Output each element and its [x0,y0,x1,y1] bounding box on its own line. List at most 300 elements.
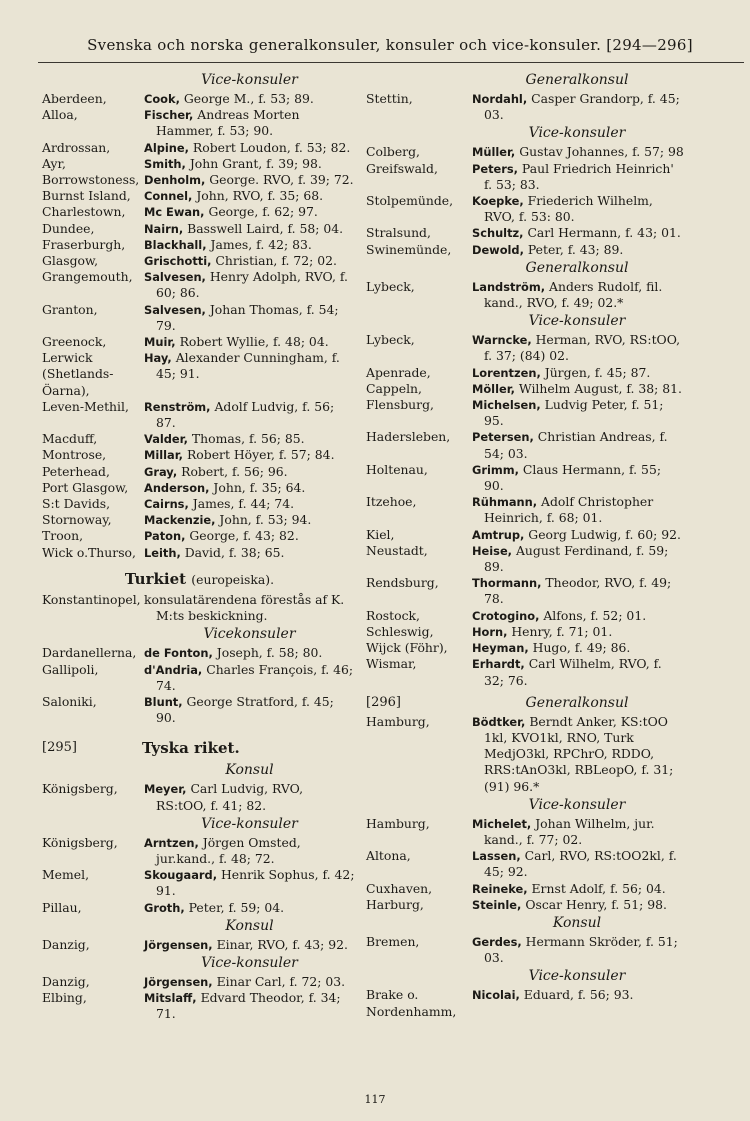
entry-place: Dundee, [42,220,95,236]
entry-text [144,204,357,220]
country-name: Turkiet [124,569,187,588]
entry-text [472,575,684,607]
note-text: konsulatärendena förestås af K. M:ts beskickning. [144,591,345,624]
entry-place: Wick o.Thurso, [42,544,136,560]
entry-place: Bremen, [366,933,420,949]
page-header: Svenska och norska generalkonsuler, konsuler och vice-konsuler. [294—296] [87,36,693,54]
entry [366,897,684,913]
entry-text [472,462,684,494]
entry-name: Jörgensen, [144,974,213,989]
entry [42,662,357,694]
entry-name: Nordahl, [472,92,528,106]
entry-place: Gallipoli, [42,661,99,677]
entry-text [472,848,684,880]
entry-name: Thormann, [472,576,542,591]
entry-name: Crotogino, [472,608,540,623]
entry-details: Robert Wyllie, f. 48; 04. [179,334,329,350]
entry-name: de Fonton, [144,646,213,661]
entry [42,156,357,172]
entry [42,302,357,334]
entry-details: Berndt Anker, KS:tOO 1kl, KVO1kl, RNO, Turk MedjO3kl, RPChrO, RDDO, RRS:tAnO3kl, RBLeopO, f. 31; (91) 96.* [484,713,674,794]
entry-text [144,447,357,463]
entry-text [144,464,357,480]
entry-text [472,816,684,848]
entry-details: John, f. 35; 64. [213,479,306,495]
right-column [366,70,684,1020]
entry [42,334,357,350]
entry-text [144,172,357,188]
entry-details: Christian, f. 72; 02. [215,253,337,269]
entry-place: Hamburg, [366,815,430,831]
entry-details: Andreas Morten Hammer, f. 53; 90. [156,107,300,139]
entry [366,429,684,461]
section-title: Konsul [225,762,274,779]
entry-text [472,624,684,640]
entry-name: Blunt, [144,694,183,709]
entry-text [472,640,684,656]
entry-name: Michelsen, [472,398,541,413]
entry-text [144,350,357,382]
entry-text [144,694,357,726]
entry-place: Stornoway, [42,512,112,528]
entry-text [472,608,684,624]
entry-details: George, f. 62; 97. [208,204,318,220]
entry-place: Charlestown, [42,204,126,220]
entry-name: Grischotti, [144,254,212,269]
entry-name: Valder, [144,432,188,447]
entry-place: Grangemouth, [42,269,133,285]
entry-name: Cook, [144,92,180,106]
entry-place: Brake o. Nordenhamm, [366,987,457,1019]
entry [42,545,357,561]
entry-name: Mc Ewan, [144,205,205,220]
entry-text [472,714,684,795]
entry [42,645,357,661]
entry-place: Glasgow, [42,253,99,269]
entry-place: Schleswig, [366,623,434,639]
entry-name: Blackhall, [144,237,207,252]
entry-details: George Stratford, f. 45; 90. [156,693,334,726]
entry [366,816,684,848]
entry-name: Möller, [472,381,515,396]
entry [42,399,357,431]
entry-name: Skougaard, [144,868,218,883]
entry-details: John, RVO, f. 35; 68. [196,188,324,204]
entry-text [472,934,684,966]
entry [366,987,684,1019]
entry [42,867,357,899]
entry [366,225,684,241]
entry-place: Granton, [42,301,98,317]
entry-text [144,107,357,139]
entry-place: Borrowstoness, [42,172,140,188]
entry-text [472,381,684,397]
entry-text [144,91,357,107]
entry-name: Paton, [144,529,186,544]
entry-place: Ayr, [42,155,66,171]
entry-details: Paul Friedrich Heinrich' f. 53; 83. [484,160,674,192]
entry [42,974,357,990]
entry-name: Dewold, [472,242,524,257]
entry-details: Henry, f. 71; 01. [511,623,613,639]
entry-text [472,144,684,160]
entry-place: Rendsburg, [366,575,439,591]
entry-name: Nicolai, [472,988,520,1003]
section-ref-row [366,693,684,714]
entry-place: Apenrade, [366,364,431,380]
entry-place: S:t Davids, [42,496,111,512]
entry-place: Dardanellerna, [42,645,137,661]
entry-place: Greifswald, [366,160,438,176]
entry-text [144,188,357,204]
page-number: 117 [364,1093,386,1106]
entry-details: Robert, f. 56; 96. [181,463,288,479]
entry-place: Cuxhaven, [366,880,433,896]
entry-text [144,781,357,813]
entry-place: Königsberg, [42,834,118,850]
entry-name: Arntzen, [144,835,199,850]
entry-place: Lerwick (Shetlands-Öarna), [42,350,114,398]
section-title: Vice-konsuler [201,815,298,832]
entry-place: Fraserburgh, [42,236,126,252]
section-ref: [296] [366,695,401,711]
entry [366,381,684,397]
entry-details: Alexander Cunningham, f. 45; 91. [156,350,340,382]
entry-text [472,527,684,543]
entry-place: Aberdeen, [42,91,107,106]
entry-place: Montrose, [42,447,107,463]
entry-place: Wismar, [366,656,417,672]
entry-name: Mitslaff, [144,991,197,1006]
entry-details: Einar, RVO, f. 43; 92. [216,936,348,952]
entry-name: Horn, [472,624,508,639]
entry-text [144,237,357,253]
entry-name: Connel, [144,189,193,204]
entry-text [144,431,357,447]
section-title: Vice-konsuler [201,72,298,88]
country-subtitle: (europeiska). [191,571,275,587]
entry [366,624,684,640]
entry-details: John Grant, f. 39; 98. [189,155,322,171]
entry-details: Alfons, f. 52; 01. [543,607,647,623]
entry-text [144,662,357,694]
entry-name: Koepke, [472,194,524,209]
entry-details: Einar Carl, f. 72; 03. [216,973,346,989]
entry-text [472,225,684,241]
entry-name: d'Andria, [144,662,203,677]
entry-place: Konstantinopel, [42,591,141,607]
entry-place: Peterhead, [42,463,110,479]
entry [42,431,357,447]
entry [42,835,357,867]
entry [42,480,357,496]
entry-details: August Ferdinand, f. 59; 89. [484,542,669,575]
entry-details: George. RVO, f. 39; 72. [209,172,354,188]
entry-name: Petersen, [472,430,534,445]
entry-text [472,332,684,364]
entry-name: Grimm, [472,462,519,477]
entry-place: Kiel, [366,526,395,542]
entry-details: Peter, f. 43; 89. [527,241,624,257]
entry-name: Alpine, [144,140,189,155]
entry-details: Herman, RVO, RS:tOO, f. 37; (84) 02. [484,332,681,364]
entry-place: Flensburg, [366,397,434,413]
entry-name: Amtrup, [472,527,525,542]
entry [42,990,357,1022]
section-title: Vice-konsuler [528,313,626,330]
entry-details: Carl Hermann, f. 43; 01. [527,225,681,241]
section-title: Generalkonsul [525,694,629,711]
entry-text [144,645,357,661]
entry-text [144,399,357,431]
entry-place: Königsberg, [42,781,118,797]
section-title: Vice-konsuler [528,796,626,813]
entry-name: Cairns, [144,497,189,512]
entry [42,91,357,107]
entry [42,512,357,528]
entry-details: Adolf Christopher Heinrich, f. 68; 01. [484,494,654,526]
country-name: Tyska riket. [142,739,240,758]
entry-name: Jörgensen, [144,937,213,952]
entry [366,881,684,897]
entry-name: Renström, [144,399,211,414]
entry-text [472,397,684,429]
entry-details: David, f. 38; 65. [184,544,285,560]
entry-details: Hugo, f. 49; 86. [532,640,631,656]
entry-name: Mackenzie, [144,513,216,528]
entry-text [472,881,684,897]
entry-details: Adolf Ludvig, f. 56; 87. [156,398,335,431]
entry-name: Salvesen, [144,270,206,285]
entry-place: Elbing, [42,990,87,1006]
entry [42,237,357,253]
entry-details: Robert Höyer, f. 57; 84. [186,447,335,463]
entry-details: Ernst Adolf, f. 56; 04. [531,880,666,896]
entry-name: Salvesen, [144,302,206,317]
entry-name: Steinle, [472,897,522,912]
entry-details: Casper Grandorp, f. 45; 03. [484,91,680,123]
entry-text [144,140,357,156]
entry-place: Leven-Methil, [42,398,129,414]
entry-place: Greenock, [42,334,107,350]
entry-details: Edvard Theodor, f. 34; 71. [156,990,341,1022]
entry-place: Danzig, [42,936,90,952]
entry-details: Georg Ludwig, f. 60; 92. [528,526,681,542]
entry [42,221,357,237]
entry-name: Gray, [144,464,178,479]
entry-name: Schultz, [472,226,524,241]
entry-text [144,156,357,172]
left-column [42,70,357,1023]
entry-name: Anderson, [144,480,210,495]
entry-details: Claus Hermann, f. 55; 90. [484,461,661,494]
entry-details: Friederich Wilhelm, RVO, f. 53: 80. [484,193,653,225]
entry-place: Altona, [366,848,411,864]
section-title: Vice-konsuler [528,968,626,985]
entry-text [144,221,357,237]
entry-name: Smith, [144,156,186,171]
section-title: Vice-konsuler [528,125,626,142]
entry [366,543,684,575]
section-ref-row [42,736,357,760]
entry [42,204,357,220]
entry-place: Alloa, [42,107,78,123]
entry-text [144,480,357,496]
entry-text [472,494,684,526]
entry-place: Cappeln, [366,380,422,396]
entry-details: Carl Wilhelm, RVO, f. 32; 76. [484,656,662,688]
entry-place: Danzig, [42,973,90,989]
entry [42,496,357,512]
entry-text [144,528,357,544]
entry-name: Hay, [144,351,172,366]
section-ref: [295] [42,740,77,756]
entry-name: Meyer, [144,782,187,797]
entry-place: Swinemünde, [366,241,452,257]
entry [42,528,357,544]
entry [366,193,684,225]
entry-details: James, f. 44; 74. [192,496,295,512]
entry [42,781,357,813]
entry-place: Stettin, [366,91,413,106]
entry-text [144,253,357,269]
entry-place: Troon, [42,528,84,544]
country-heading [42,567,357,592]
entry-name: Lassen, [472,849,521,864]
note-entry [42,592,357,624]
entry-place: Lybeck, [366,332,415,348]
entry [42,350,357,399]
entry-name: Peters, [472,161,518,176]
entry [42,269,357,301]
entry-name: Lorentzen, [472,365,541,380]
entry-name: Warncke, [472,333,532,348]
entry-name: Denholm, [144,173,206,188]
entry-place: Neustadt, [366,542,428,558]
entry [366,279,684,311]
entry [366,91,684,123]
entry-name: Bödtker, [472,714,526,729]
entry [42,107,357,139]
entry [42,172,357,188]
entry-text [472,279,684,311]
entry-name: Millar, [144,448,184,463]
entry [366,462,684,494]
entry [366,494,684,526]
entry-place: Itzehoe, [366,494,417,510]
entry-text [472,193,684,225]
entry [366,161,684,193]
entry-place: Stolpemünde, [366,193,454,209]
entry-place: Wijck (Föhr), [366,640,448,656]
entry-details: Gustav Johannes, f. 57; 98 [519,144,684,160]
entry-name: Muir, [144,335,176,350]
entry-place: Burnst Island, [42,188,131,204]
entry-text [144,269,357,301]
entry-details: Joseph, f. 58; 80. [216,645,323,661]
entry-details: Jürgen, f. 45; 87. [544,364,651,380]
section-title: Generalkonsul [525,72,629,88]
entry-details: Carl Ludvig, RVO, RS:tOO, f. 41; 82. [156,781,304,813]
entry-details: Johan Thomas, f. 54; 79. [156,301,339,333]
entry-name: Heyman, [472,641,529,656]
entry-place: Holtenau, [366,461,428,477]
entry-details: James, f. 42; 83. [210,236,312,252]
section-title: Generalkonsul [525,259,629,276]
entry-place: Harburg, [366,896,424,912]
entry [366,397,684,429]
entry [366,144,684,160]
entry-details: Oscar Henry, f. 51; 98. [525,896,667,912]
entry [42,188,357,204]
entry-text [472,897,684,913]
entry-text [472,365,684,381]
entry-name: Landström, [472,279,546,294]
entry-text [144,937,357,953]
entry-name: Gerdes, [472,934,522,949]
entry [366,640,684,656]
entry-details: Wilhelm August, f. 38; 81. [518,380,682,396]
entry [366,714,684,795]
entry-name: Michelet, [472,816,532,831]
entry-name: Erhardt, [472,657,525,672]
entry [42,140,357,156]
entry-details: Eduard, f. 56; 93. [523,987,634,1003]
entry-place: Lybeck, [366,278,415,294]
entry-details: Henry Adolph, RVO, f. 60; 86. [156,269,348,301]
entry-details: Johan Wilhelm, jur. kand., f. 77; 02. [484,815,655,847]
entry-name: Leith, [144,545,181,560]
entry-details: Anders Rudolf, fil. kand., RVO, f. 49; 02.* [484,278,663,311]
entry-place: Saloniki, [42,693,97,709]
entry [42,694,357,726]
entry-place: Colberg, [366,144,420,160]
entry-place: Hamburg, [366,713,430,729]
entry-text [144,302,357,334]
entry [366,656,684,688]
entry-details: George M., f. 53; 89. [183,91,314,106]
entry-text [472,656,684,688]
entry-text [144,334,357,350]
entry-text [144,974,357,990]
entry-text [144,512,357,528]
entry-text [472,91,684,123]
section-title: Vice-konsuler [201,954,298,971]
section-title: Konsul [552,914,602,931]
entry-details: Carl, RVO, RS:tOO2kl, f. 45; 92. [484,848,677,880]
entry-details: Theodor, RVO, f. 49; 78. [484,575,672,607]
entry [366,365,684,381]
entry-name: Müller, [472,145,516,160]
entry-details: John, f. 53; 94. [219,512,312,528]
entry-text [144,990,357,1022]
entry-text [472,429,684,461]
entry-details: Basswell Laird, f. 58; 04. [187,220,344,236]
entry [366,527,684,543]
entry-details: Jörgen Omsted, jur.kand., f. 48; 72. [156,834,301,866]
entry [42,447,357,463]
entry-place: Rostock, [366,607,420,623]
entry-place: Hadersleben, [366,429,451,445]
entry [366,332,684,364]
entry-name: Reineke, [472,881,528,896]
entry [366,848,684,880]
entry-text [144,545,357,561]
entry [366,608,684,624]
entry-name: Heise, [472,543,512,558]
entry-place: Pillau, [42,899,82,915]
entry-text [472,161,684,193]
